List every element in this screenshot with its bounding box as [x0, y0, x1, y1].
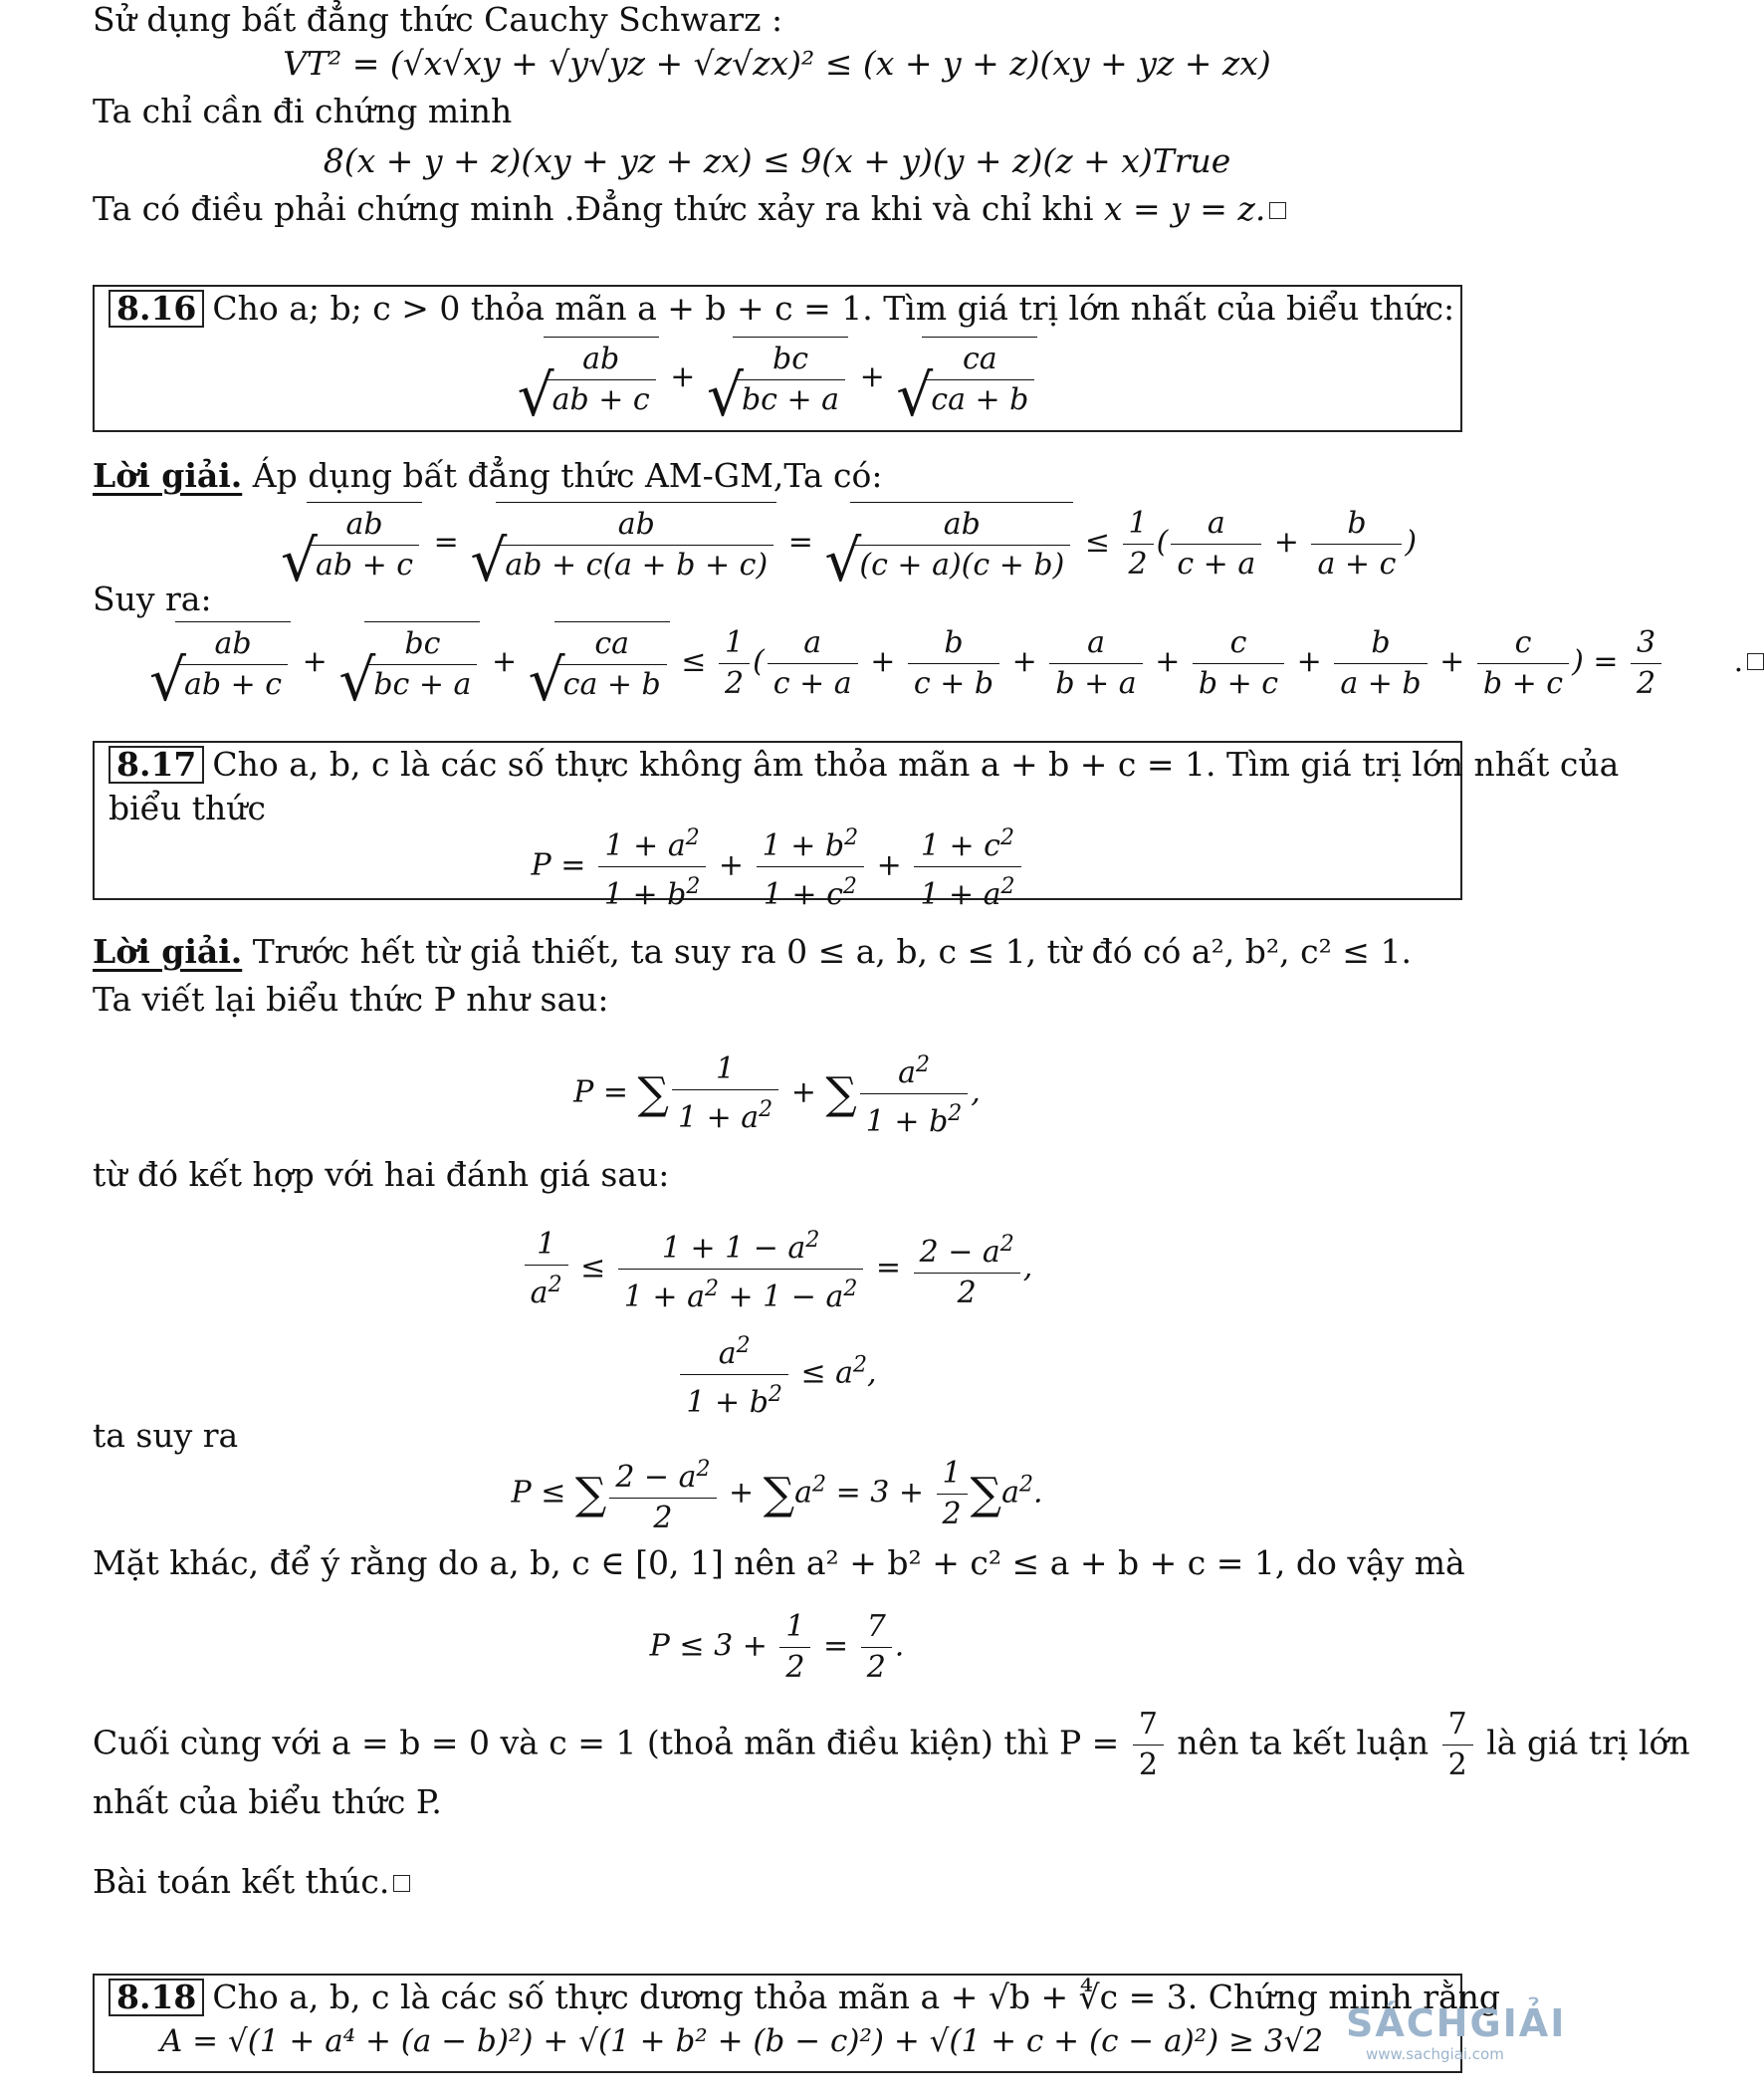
problem-text: Cho a, b, c là các số thực không âm thỏa mãn a + b + c = 1. Tìm giá trị lớn nhất của [212, 745, 1620, 784]
watermark-logo: SÁCHGIẢI www.sachgiai.com [1346, 2001, 1567, 2063]
text-line: Cuối cùng với a = b = 0 và c = 1 (thoả mãn điều kiện) thì P = $\frac{7}{2}$ nên ta kết luận $\frac{7}{2}$ là giá trị lớn [93, 1707, 1690, 1782]
problem-text: Cho a, b, c là các số thực dương thỏa mãn a + √b + ∜c = 3. Chứng minh rằng [212, 1978, 1501, 2016]
solution-equation-2: √ $\frac{ab}{ab + c}$ + √ $\frac{bc}{bc + a}$ + √ $\frac{ca}{ca + b}$ ≤ $\frac{1}{2}$ ( $\frac{a}{c + a}$ + $\frac{b}{c + b}$ + $\frac{a}{b + a}$ + $\frac{c}{b + c}$ + $\frac{b}{a + b}$ + $\frac{c}{b + c}$ ) = $\frac{3}{2}$ . [147, 621, 1764, 705]
solution-equation-5: $\frac{a^2}{1 + b^2}$ ≤ $a^2$, [0, 1326, 1554, 1423]
solution-intro: Lời giải. Trước hết từ giả thiết, ta suy ra 0 ≤ a, b, c ≤ 1, từ đó có a², b², c² ≤ 1. [93, 932, 1412, 971]
solution-equation-6: P ≤ ∑ $\frac{2 - a^2}{2}$ + $\sum a^2 = 3$ + $\frac{1}{2}$ $\sum a^2$. [0, 1450, 1554, 1538]
text-line: Sử dụng bất đẳng thức Cauchy Schwarz : [93, 0, 783, 39]
problem-number: 8.17 [109, 746, 204, 784]
equation-cauchy: VT² = (√x√xy + √y√yz + √z√zx)² ≤ (x + y + z)(xy + yz + zx) [283, 44, 1271, 83]
qed-box [1747, 653, 1764, 670]
problem-text: Cho a; b; c > 0 thỏa mãn a + b + c = 1. Tìm giá trị lớn nhất của biểu thức: [212, 289, 1455, 328]
solution-equation-1: √ $\frac{ab}{ab + c}$ = √ $\frac{ab}{ab + c(a + b + c)}$ = √ $\frac{ab}{(c + a)(c + b)}$ ≤ $\frac{1}{2}$ ( $\frac{a}{c + a}$ + $\frac{b}{a + c}$ ) [279, 502, 1417, 585]
text-line: Mặt khác, để ý rằng do a, b, c ∈ [0, 1] nên a² + b² + c² ≤ a + b + c = 1, do vậy mà [93, 1543, 1465, 1582]
equation-to-prove: 8(x + y + z)(xy + yz + zx) ≤ 9(x + y)(y + z)(z + x)True [323, 141, 1231, 180]
solution-intro: Lời giải. Áp dụng bất đẳng thức AM-GM,Ta có: [93, 456, 883, 495]
qed-box [1269, 202, 1286, 219]
problem-number: 8.18 [109, 1979, 204, 2016]
text-line: Ta viết lại biểu thức P như sau: [93, 980, 609, 1019]
problem-box-817 [93, 741, 1620, 912]
solution-equation-7: P ≤ 3 + $\frac{1}{2}$ = $\frac{7}{2}$ . [649, 1609, 905, 1685]
text-line: nhất của biểu thức P. [93, 1782, 442, 1821]
problem-box-816 [93, 285, 1462, 432]
solution-equation-3: P = ∑ $\frac{1}{1 + a^2}$ + ∑ $\frac{a^2}{1 + b^2}$ , [0, 1046, 1554, 1142]
text-line: Suy ra: [93, 580, 212, 618]
problem-expression: P = $\frac{1 + a^2}{1 + b^2}$ + $\frac{1 + b^2}{1 + c^2}$ + $\frac{1 + c^2}{1 + a^2}$ [95, 818, 1460, 915]
text-line: ta suy ra [93, 1416, 239, 1455]
problem-box-818 [93, 1974, 1501, 2073]
text-line: từ đó kết hợp với hai đánh giá sau: [93, 1155, 670, 1194]
qed-box [393, 1875, 410, 1892]
solution-equation-4: $\frac{1}{a^2}$ ≤ $\frac{1 + 1 - a^2}{1 + a^2 + 1 - a^2}$ = $\frac{2 - a^2}{2}$ , [0, 1221, 1554, 1317]
problem-number: 8.16 [109, 290, 204, 328]
problem-text: biểu thức [109, 789, 266, 827]
problem-expression: A = √(1 + a⁴ + (a − b)²) + √(1 + b² + (b − c)²) + √(1 + c + (c − a)²) ≥ 3√2 [159, 2023, 1324, 2059]
text-line: Ta chỉ cần đi chứng minh [93, 92, 513, 130]
text-line: Bài toán kết thúc. [93, 1862, 410, 1902]
text-line: Ta có điều phải chứng minh .Đẳng thức xảy ra khi và chỉ khi x = y = z. [93, 189, 1286, 229]
problem-expression: √ $\frac{ab}{ab + c}$ + √ $\frac{bc}{bc + a}$ + √ $\frac{ca}{ca + b}$ [95, 337, 1460, 420]
